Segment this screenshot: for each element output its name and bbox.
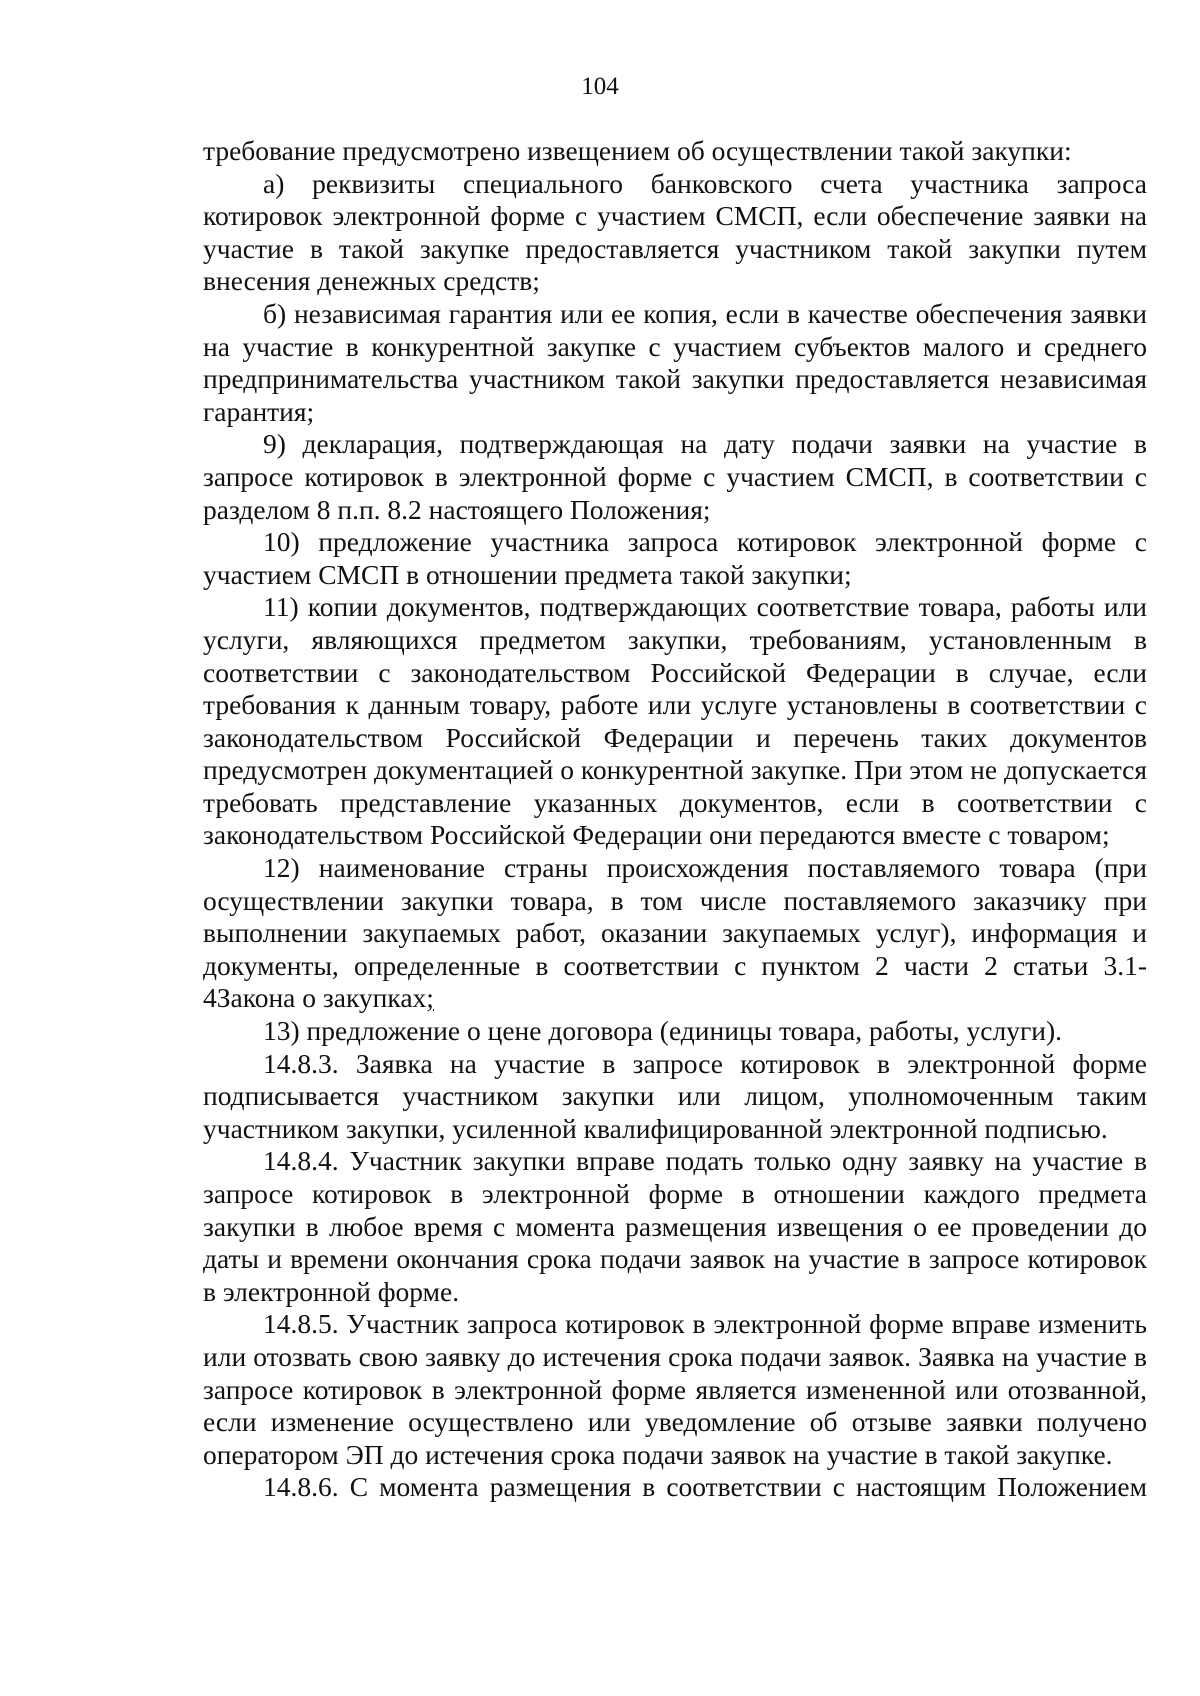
paragraph-item-9: 9) декларация, подтверждающая на дату подачи заявки на участие в запросе котировок в электронной форме с участием СМСП, в соответствии с разделом 8 п.п. 8.2 настоящего Положения; bbox=[203, 428, 1147, 525]
paragraph-item-10: 10) предложение участника запроса котировок электронной форме с участием СМСП в отношении предмета такой закупки; bbox=[203, 526, 1147, 590]
paragraph-item-11: 11) копии документов, подтверждающих соответствие товара, работы или услуги, являющихся предметом закупки, требованиям, установленным в соответствии с законодательством Российской Федерации в случае, если требования к данным товару, работе или услуге установлены в соответствии с законодательством Российской Федерации и перечень таких документов предусмотрен документацией о конкурентной закупке. При этом не допускается требовать представление указанных документов, если в соответствии с законодательством Российской Федерации они передаются вместе с товаром; bbox=[203, 591, 1147, 851]
paragraph-item-13: 13) предложение о цене договора (единицы товара, работы, услуги). bbox=[263, 1015, 1062, 1047]
paragraph-item-12-tail: ; bbox=[426, 982, 434, 1014]
paragraph-item-12-text: 12) наименование страны происхождения поставляемого товара (при осуществлении закупки товара, в том числе поставляемого заказчику при выполнении закупаемых работ, оказании закупаемых услуг), информация и документы, определенные в соответствии с пунктом 2 части 2 статьи 3.1-4Закона о закупках bbox=[203, 852, 1147, 1014]
paragraph-item-a: а) реквизиты специального банковского счета участника запроса котировок электронной форме с участием СМСП, если обеспечение заявки на участие в такой закупке предоставляется участником такой закупки путем внесения денежных средств; bbox=[203, 167, 1147, 297]
paragraph-14-8-6: 14.8.6. С момента размещения в соответствии с настоящим Положением bbox=[263, 1471, 1147, 1503]
page-number: 104 bbox=[581, 73, 619, 100]
paragraph-14-8-5: 14.8.5. Участник запроса котировок в электронной форме вправе изменить или отозвать свою заявку до истечения срока подачи заявок. Заявка на участие в запросе котировок в электронной форме является измененной или отозванной, если изменение осуществлено или уведомление об отзыве заявки получено оператором ЭП до истечения срока подачи заявок на участие в такой закупке. bbox=[203, 1308, 1147, 1470]
paragraph-item-12 bbox=[203, 852, 1147, 1015]
document-body bbox=[203, 135, 1147, 1504]
paragraph-continuation: требование предусмотрено извещением об осуществлении такой закупки: bbox=[203, 135, 1072, 166]
paragraph-14-8-3: 14.8.3. Заявка на участие в запросе котировок в электронной форме подписывается участником закупки или лицом, уполномоченным таким участником закупки, усиленной квалифицированной электронной подписью. bbox=[203, 1047, 1147, 1144]
paragraph-14-8-4: 14.8.4. Участник закупки вправе подать только одну заявку на участие в запросе котировок в электронной форме в отношении каждого предмета закупки в любое время с момента размещения извещения о ее проведении до даты и времени окончания срока подачи заявок на участие в запросе котировок в электронной форме. bbox=[203, 1145, 1147, 1307]
paragraph-item-b: б) независимая гарантия или ее копия, если в качестве обеспечения заявки на участие в конкурентной закупке с участием субъектов малого и среднего предпринимательства участником такой закупки предоставляется независимая гарантия; bbox=[203, 297, 1147, 427]
